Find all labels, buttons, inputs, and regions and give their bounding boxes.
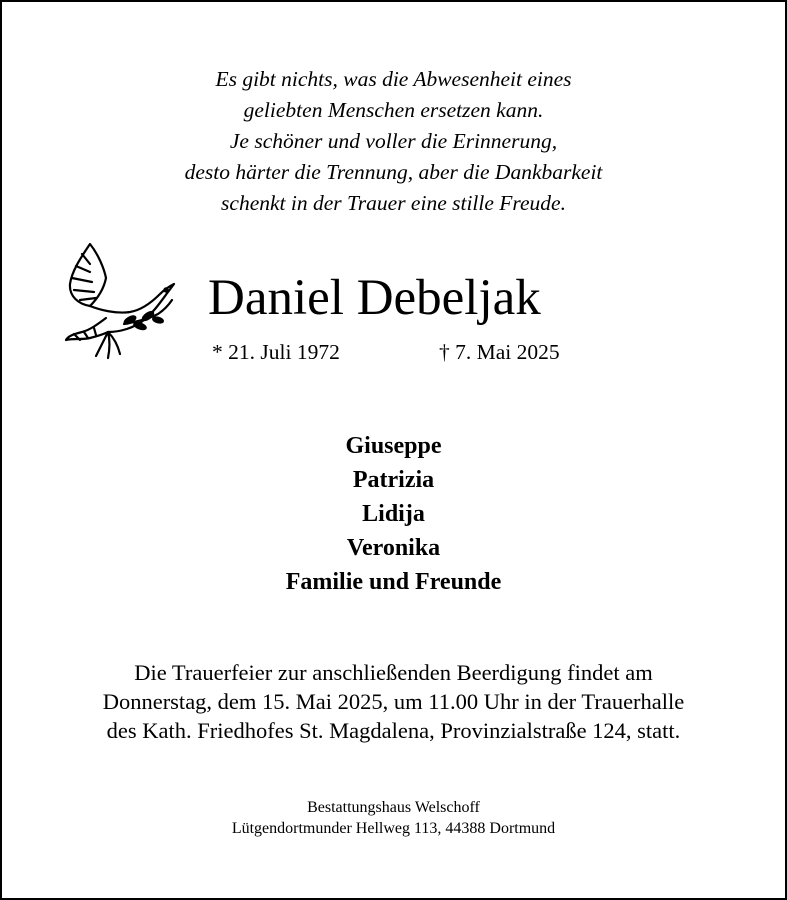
ceremony-line: Die Trauerfeier zur anschließenden Beerdigung findet am xyxy=(134,660,653,685)
mourners-list xyxy=(2,429,785,599)
quote-line: desto härter die Trennung, aber die Dankbarkeit xyxy=(184,160,603,184)
mourner-name: Familie und Freunde xyxy=(285,569,502,595)
mourner-name: Veronika xyxy=(346,535,441,561)
undertaker-name: Bestattungshaus Welschoff xyxy=(307,799,480,816)
dove-with-olive-branch-icon xyxy=(60,240,178,362)
mourner-name: Patrizia xyxy=(352,467,435,493)
quote-line: geliebten Menschen ersetzen kann. xyxy=(243,98,544,122)
quote-line: Es gibt nichts, was die Abwesenheit eines xyxy=(215,67,572,91)
memorial-quote xyxy=(2,64,785,219)
undertaker-info xyxy=(2,797,785,839)
mourner-name: Lidija xyxy=(362,501,425,527)
ceremony-line: Donnerstag, dem 15. Mai 2025, um 11.00 Uhr in der Trauerhalle xyxy=(102,689,685,714)
deceased-name: Daniel Debeljak xyxy=(208,270,541,326)
funeral-ceremony-details xyxy=(2,658,785,745)
birth-date: * 21. Juli 1972 xyxy=(212,340,340,364)
quote-line: Je schöner und voller die Erinnerung, xyxy=(229,129,558,153)
quote-line: schenkt in der Trauer eine stille Freude. xyxy=(221,191,566,215)
undertaker-address: Lütgendortmunder Hellweg 113, 44388 Dortmund xyxy=(231,820,556,837)
death-date: † 7. Mai 2025 xyxy=(439,340,560,364)
ceremony-line: des Kath. Friedhofes St. Magdalena, Provinzialstraße 124, statt. xyxy=(106,718,681,743)
mourner-name: Giuseppe xyxy=(345,433,442,459)
